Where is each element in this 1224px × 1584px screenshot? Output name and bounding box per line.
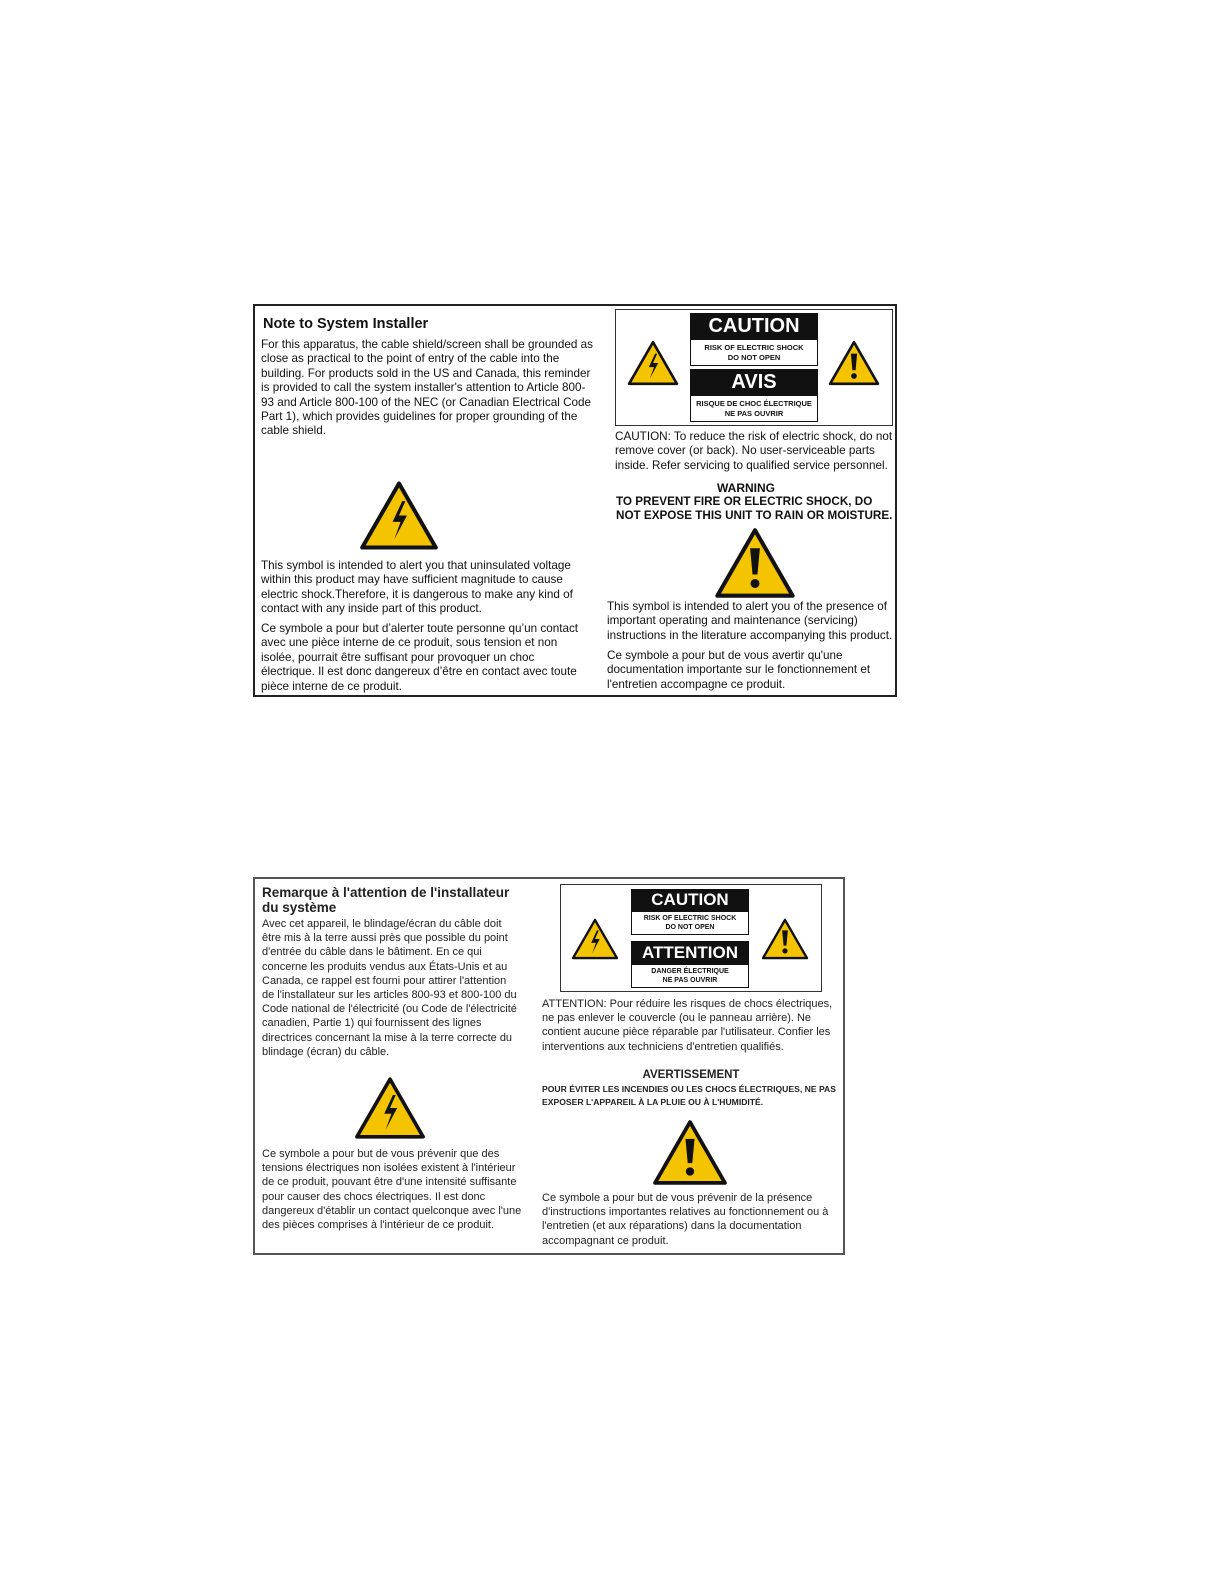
attention-line-2: NE PAS OUVRIR bbox=[662, 977, 718, 984]
exclamation-warning-icon bbox=[652, 1119, 728, 1186]
caution-paragraph: CAUTION: To reduce the risk of electric shock, do not remove cover (or back). No user-serviceable parts inside. Refer servicing to qualified service personnel. bbox=[615, 430, 893, 472]
heading-line-2: du système bbox=[262, 900, 337, 915]
lightning-warning-icon bbox=[359, 480, 439, 551]
exclamation-warning-icon bbox=[828, 340, 880, 386]
warning-title: WARNING bbox=[717, 481, 775, 495]
caution-label-box-fr bbox=[560, 884, 822, 992]
caution-line-2: DO NOT OPEN bbox=[727, 352, 781, 362]
lightning-symbol-text-fr: Ce symbole a pour but de vous prévenir que des tensions électriques non isolées existent à l'intérieur de ce produit, pouvant être d'une intensité suffisante pour causer des chocs électriques. Il est donc dangereux d'établir un contact quelconque avec l'une des pièces comprises à l'intérieur de ce produit. bbox=[262, 1148, 522, 1232]
exclamation-symbol-text-en: This symbol is intended to alert you of the presence of important operating and maintenance (servicing) instructions in the literature accompanying this product. bbox=[607, 600, 893, 642]
lightning-warning-icon bbox=[627, 340, 679, 386]
installer-heading-fr bbox=[262, 885, 552, 915]
caution-line-1: RISK OF ELECTRIC SHOCK bbox=[643, 914, 737, 922]
installer-notice-french bbox=[253, 877, 845, 1255]
lightning-warning-icon bbox=[571, 918, 619, 960]
attention-line-1: DANGER ÉLECTRIQUE bbox=[651, 967, 729, 975]
avis-line-1: RISQUE DE CHOC ÉLECTRIQUE bbox=[696, 398, 812, 408]
caution-line-2: DO NOT OPEN bbox=[665, 924, 715, 931]
installer-paragraph-fr: Avec cet appareil, le blindage/écran du câble doit être mis à la terre aussi près que possible du point d'entrée du câble dans le bâtiment. En ce qui concerne les produits vendus aux États-Unis et au Canada, ce rappel est fourni pour attirer l'attention de l'installateur sur les articles 800-93 et 800-100 du Code national de l'électricité (ou Code de l'électricité canadien, Partie 1) qui fournissent des lignes directrices concernant la mise à la terre correcte du blindage (écran) du câble. bbox=[262, 918, 517, 1058]
attention-title: ATTENTION bbox=[631, 941, 749, 964]
attention-paragraph: ATTENTION: Pour réduire les risques de chocs électriques, ne pas enlever le couvercle (ou le panneau arrière). Ne contient aucune pièce réparable par l'utilisateur. Confier les interventions aux techniciens d'entretien qualifiés. bbox=[542, 998, 833, 1053]
caution-title: CAUTION bbox=[690, 313, 818, 339]
avis-line-2: NE PAS OUVRIR bbox=[724, 408, 784, 418]
lightning-symbol-text-en: This symbol is intended to alert you that uninsulated voltage within this product may have sufficient magnitude to cause electric shock.Therefore, it is dangerous to make any kind of contact with any inside part of this product. bbox=[261, 559, 573, 616]
caution-label-box bbox=[615, 309, 893, 426]
warning-body-fr: POUR ÉVITER LES INCENDIES OU LES CHOCS ÉLECTRIQUES, NE PAS EXPOSER L'APPAREIL À LA PLUIE OU À L'HUMIDITÉ. bbox=[542, 1084, 836, 1107]
caution-title-fr: CAUTION bbox=[631, 889, 749, 911]
installer-paragraph: For this apparatus, the cable shield/screen shall be grounded as close as practical to the point of entry of the cable into the building. For products sold in the US and Canada, this reminder is provided to call the system installer's attention to Article 800-93 and Article 800-100 of the NEC (or Canadian Electrical Code Part 1), which provides guidelines for proper grounding of the cable shield. bbox=[261, 338, 593, 438]
warning-title-fr: AVERTISSEMENT bbox=[642, 1069, 740, 1081]
caution-subtitle bbox=[690, 339, 818, 366]
attention-subtitle bbox=[631, 964, 749, 988]
warning-body: TO PREVENT FIRE OR ELECTRIC SHOCK, DO NOT EXPOSE THIS UNIT TO RAIN OR MOISTURE. bbox=[616, 495, 893, 523]
installer-notice-english bbox=[253, 304, 897, 697]
lightning-warning-icon bbox=[354, 1076, 426, 1140]
heading-line-1: Remarque à l'attention de l'installateur bbox=[262, 885, 510, 900]
avis-subtitle bbox=[690, 395, 818, 422]
installer-heading: Note to System Installer bbox=[263, 316, 429, 332]
exclamation-warning-icon bbox=[714, 527, 796, 599]
avis-title: AVIS bbox=[690, 369, 818, 395]
caution-subtitle-fr bbox=[631, 911, 749, 935]
exclamation-warning-icon bbox=[761, 918, 809, 960]
lightning-symbol-text-fr: Ce symbole a pour but d’alerter toute personne qu’un contact avec une pièce interne de ce produit, sous tension et non isolée, pourrait être suffisant pour provoquer un choc électrique. Il est donc dangereux d’être en contact avec toute pièce interne de ce produit. bbox=[261, 622, 579, 693]
exclamation-symbol-text-fr: Ce symbole a pour but de vous prévenir de la présence d'instructions importantes relatives au fonctionnement ou à l'entretien (et aux réparations) dans la documentation accompagnant ce produit. bbox=[542, 1192, 829, 1247]
exclamation-symbol-text-fr: Ce symbole a pour but de vous avertir qu'une documentation importante sur le fonctionnement et l'entretien accompagne ce produit. bbox=[607, 649, 871, 691]
caution-line-1: RISK OF ELECTRIC SHOCK bbox=[704, 342, 804, 352]
